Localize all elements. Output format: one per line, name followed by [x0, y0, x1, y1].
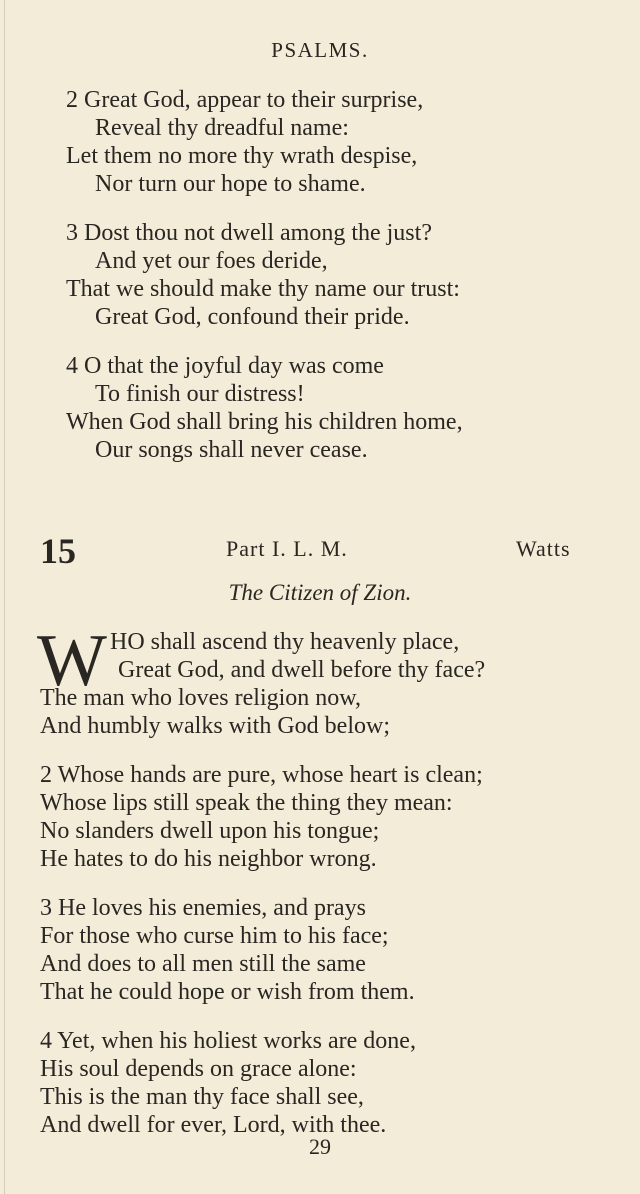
verse-line: That he could hope or wish from them. — [40, 979, 415, 1005]
verse-line: Our songs shall never cease. — [95, 437, 368, 463]
verse-line: And humbly walks with God below; — [40, 713, 390, 739]
verse-line: Whose lips still speak the thing they mean: — [40, 790, 453, 816]
verse-line: Let them no more thy wrath despise, — [66, 143, 418, 169]
hymn-author: Watts — [516, 536, 571, 561]
running-head: PSALMS. — [271, 38, 369, 62]
verse-line: And does to all men still the same — [40, 951, 366, 977]
verse-line: The man who loves religion now, — [40, 685, 362, 711]
verse-line: And yet our foes deride, — [95, 248, 328, 274]
verse-line: 2 Whose hands are pure, whose heart is clean; — [40, 762, 483, 788]
verse-line: Great God, confound their pride. — [95, 304, 410, 330]
page-number: 29 — [309, 1134, 331, 1159]
verse-line: He hates to do his neighbor wrong. — [40, 846, 377, 872]
verse-line: Reveal thy dreadful name: — [95, 115, 349, 141]
hymn-number: 15 — [40, 531, 76, 571]
verse-line: Great God, and dwell before thy face? — [118, 657, 486, 683]
verse-line: 4 Yet, when his holiest works are done, — [40, 1028, 416, 1054]
verse-line: For those who curse him to his face; — [40, 923, 389, 949]
verse-line: And dwell for ever, Lord, with thee. — [40, 1112, 387, 1138]
hymn-meter: Part I. L. M. — [226, 536, 348, 561]
drop-cap: W — [37, 620, 107, 702]
verse-line: When God shall bring his children home, — [66, 409, 463, 435]
verse-line: That we should make thy name our trust: — [66, 276, 460, 302]
verse-line: 2 Great God, appear to their surprise, — [66, 87, 424, 113]
verse-line: Nor turn our hope to shame. — [95, 171, 366, 197]
verse-line: This is the man thy face shall see, — [40, 1084, 364, 1110]
verse-line: HO shall ascend thy heavenly place, — [110, 629, 460, 655]
hymn-header — [0, 530, 640, 570]
verse-line: 3 Dost thou not dwell among the just? — [66, 220, 432, 246]
verse-line: To finish our distress! — [95, 381, 305, 407]
hymn-subtitle: The Citizen of Zion. — [228, 580, 412, 605]
verse-line: 3 He loves his enemies, and prays — [40, 895, 366, 921]
verse-line: 4 O that the joyful day was come — [66, 353, 384, 379]
verse-line: No slanders dwell upon his tongue; — [40, 818, 380, 844]
verse-line: His soul depends on grace alone: — [40, 1056, 357, 1082]
